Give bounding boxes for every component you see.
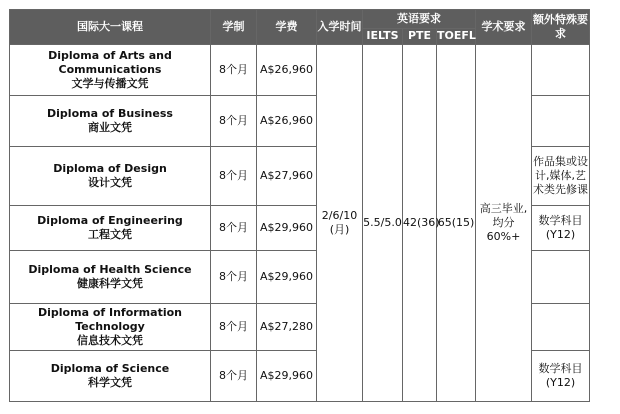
table-row [10, 45, 590, 96]
fee-cell: A$26,960 [257, 96, 317, 147]
course-name-en: Diploma of Design [53, 161, 167, 175]
pte-cell: 42(36) [403, 45, 437, 402]
course-name-cn: 健康科学文凭 [77, 277, 143, 290]
header-extra: 额外特殊要求 [532, 10, 590, 45]
fee-cell: A$27,280 [257, 304, 317, 351]
course-name-en: Diploma of Business [47, 106, 173, 120]
duration-cell: 8个月 [211, 304, 257, 351]
header-english: 英语要求 [363, 10, 476, 29]
course-name-cell [10, 251, 211, 304]
course-name-cn: 工程文凭 [88, 228, 132, 241]
course-name-cell [10, 304, 211, 351]
course-name-cn: 信息技术文凭 [77, 334, 143, 348]
header-ielts: IELTS [363, 29, 403, 45]
duration-cell: 8个月 [211, 96, 257, 147]
course-name-cell [10, 351, 211, 402]
course-name-en: Diploma of Engineering [37, 213, 183, 227]
duration-cell: 8个月 [211, 351, 257, 402]
course-name-cell [10, 147, 211, 206]
academic-line: 均分60%+ [486, 215, 521, 244]
header-academic: 学术要求 [476, 10, 532, 45]
extra-cell: 数学科目(Y12) [532, 206, 590, 251]
extra-cell [532, 251, 590, 304]
fee-cell: A$27,960 [257, 147, 317, 206]
duration-cell: 8个月 [211, 206, 257, 251]
header-duration: 学制 [211, 10, 257, 45]
fee-cell: A$29,960 [257, 351, 317, 402]
course-name-cell [10, 206, 211, 251]
course-name-en: Diploma of Information Technology [38, 305, 182, 333]
header-toefl: TOEFL [437, 29, 476, 45]
extra-line: 术类先修课 [533, 183, 588, 197]
header-intake: 入学时间 [317, 10, 363, 45]
extra-cell [532, 96, 590, 147]
course-name-cn: 设计文凭 [88, 176, 132, 189]
duration-cell: 8个月 [211, 45, 257, 96]
duration-cell: 8个月 [211, 251, 257, 304]
extra-cell [532, 304, 590, 351]
course-name-cn: 文学与传播文凭 [71, 77, 149, 91]
header-fee: 学费 [257, 10, 317, 45]
extra-line: 计,媒体,艺 [535, 168, 586, 182]
course-name-cell [10, 45, 211, 96]
header-course: 国际大一课程 [10, 10, 211, 45]
extra-cell [532, 45, 590, 96]
academic-line: 高三毕业, [479, 201, 528, 215]
fee-cell: A$26,960 [257, 45, 317, 96]
intake-cell [317, 45, 363, 402]
course-name-cn: 科学文凭 [88, 376, 132, 389]
extra-cell [532, 147, 590, 206]
fee-cell: A$29,960 [257, 251, 317, 304]
ielts-cell: 5.5/5.0 [363, 45, 403, 402]
toefl-cell: 65(15) [437, 45, 476, 402]
extra-cell: 数学科目(Y12) [532, 351, 590, 402]
header-pte: PTE [403, 29, 437, 45]
diploma-course-table [9, 9, 590, 402]
course-name-en: Communications [58, 62, 162, 76]
course-name-en: Diploma of Science [50, 361, 170, 375]
course-name-en: Diploma of Arts and [48, 48, 172, 62]
fee-cell: A$29,960 [257, 206, 317, 251]
intake-unit: (月) [329, 223, 350, 236]
course-name-cn: 商业文凭 [88, 121, 132, 134]
course-name-cell [10, 96, 211, 147]
academic-cell [476, 45, 532, 402]
extra-line: 作品集或设 [533, 154, 588, 168]
course-name-en: Diploma of Health Science [28, 262, 192, 276]
duration-cell: 8个月 [211, 147, 257, 206]
intake-months: 2/6/10 [321, 208, 358, 222]
